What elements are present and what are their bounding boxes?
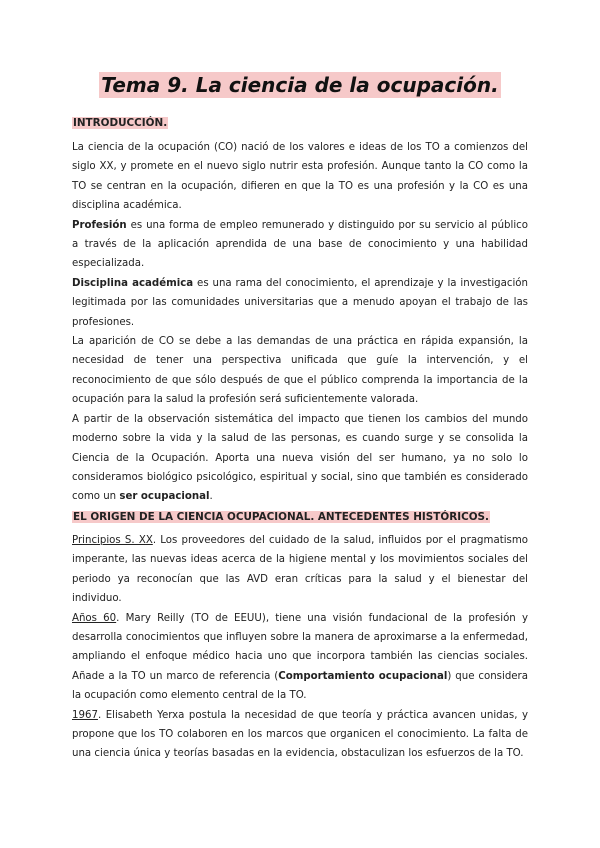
- paragraph-end: ) que considera la ocupación como elemento central de la TO.: [72, 670, 528, 702]
- paragraph-text: . Mary Reilly (TO de EEUU), tiene una visión fundacional de la profesión y desarrolla conocimientos que influyen sobre la manera de aproximarse a la enfermedad, ampliando el enfoque médico hacia uno que incorpora también las ciencias sociales. Añade a la TO un marco de referencia (: [72, 612, 528, 682]
- paragraph-text: . Los proveedores del cuidado de la salud, influidos por el pragmatismo imperante, las nuevas ideas acerca de la higiene mental y los movimientos sociales del periodo ya reconocían que las AVD eran críticas para la salud y el bienestar del individuo.: [72, 535, 528, 605]
- paragraph-text: es una forma de empleo remunerado y distinguido por su servicio al público a través de la aplicación aprendida de una base de conocimiento y una habilidad especializada.: [72, 219, 528, 270]
- term-ser-ocupacional: ser ocupacional: [119, 491, 210, 503]
- paragraph: La ciencia de la ocupación (CO) nació de los valores e ideas de los TO a comienzos del siglo XX, y promete en el nuevo siglo nutrir esta profesión. Aunque tanto la CO como la TO se centran en la ocupación, difieren en que la TO es una profesión y la CO es una disciplina académica.: [72, 142, 528, 212]
- paragraph: [72, 706, 528, 764]
- section-heading-introduccion: [72, 115, 528, 131]
- section-heading-origen: [72, 509, 528, 525]
- paragraph: [72, 609, 528, 706]
- paragraph: [72, 531, 528, 609]
- label-1967: 1967: [72, 709, 98, 721]
- paragraph-text: A partir de la observación sistemática del impacto que tienen los cambios del mundo moderno sobre la vida y la salud de las personas, es cuando surge y se consolida la Ciencia de la Ocupación. Aporta una nueva visión del ser humano, ya no solo lo consideramos biológico psicológico, espiritual y social, sino que también es considerado como un: [72, 413, 528, 503]
- paragraph-end: .: [209, 491, 213, 503]
- term-disciplina: Disciplina académica: [72, 277, 194, 289]
- term-profesion: Profesión: [72, 219, 127, 231]
- paragraph-text: . Elisabeth Yerxa postula la necesidad de que teoría y práctica avancen unidas, y propone que los TO colaboren en los marcos que organicen el conocimiento. La falta de una ciencia única y teorías basadas en la evidencia, obstaculizan los esfuerzos de la TO.: [72, 709, 528, 760]
- paragraph: La aparición de CO se debe a las demandas de una práctica en rápida expansión, la necesidad de tener una perspectiva unificada que guíe la intervención, y el reconocimiento de que sólo después de que el público comprenda la importancia de la ocupación para la salud la profesión será suficientemente valorada.: [72, 336, 528, 406]
- section-introduccion-body: [72, 138, 528, 507]
- paragraph: [72, 274, 528, 332]
- label-principios: Principios S. XX: [72, 535, 153, 546]
- section-origen-body: [72, 531, 528, 764]
- section-heading-text: EL ORIGEN DE LA CIENCIA OCUPACIONAL. ANTECEDENTES HISTÓRICOS.: [73, 511, 489, 523]
- paragraph: [72, 410, 528, 507]
- paragraph-text: es una rama del conocimiento, el aprendizaje y la investigación legitimada por las comunidades universitarias que a menudo apoyan el trabajo de las profesiones.: [72, 277, 528, 328]
- section-heading-text: INTRODUCCIÓN.: [73, 117, 168, 129]
- document-title: Tema 9. La ciencia de la ocupación.: [101, 73, 499, 97]
- title-container: [0, 72, 600, 98]
- term-comportamiento: Comportamiento ocupacional: [278, 670, 448, 682]
- label-anos-60: Años 60: [72, 612, 117, 624]
- paragraph: [72, 216, 528, 274]
